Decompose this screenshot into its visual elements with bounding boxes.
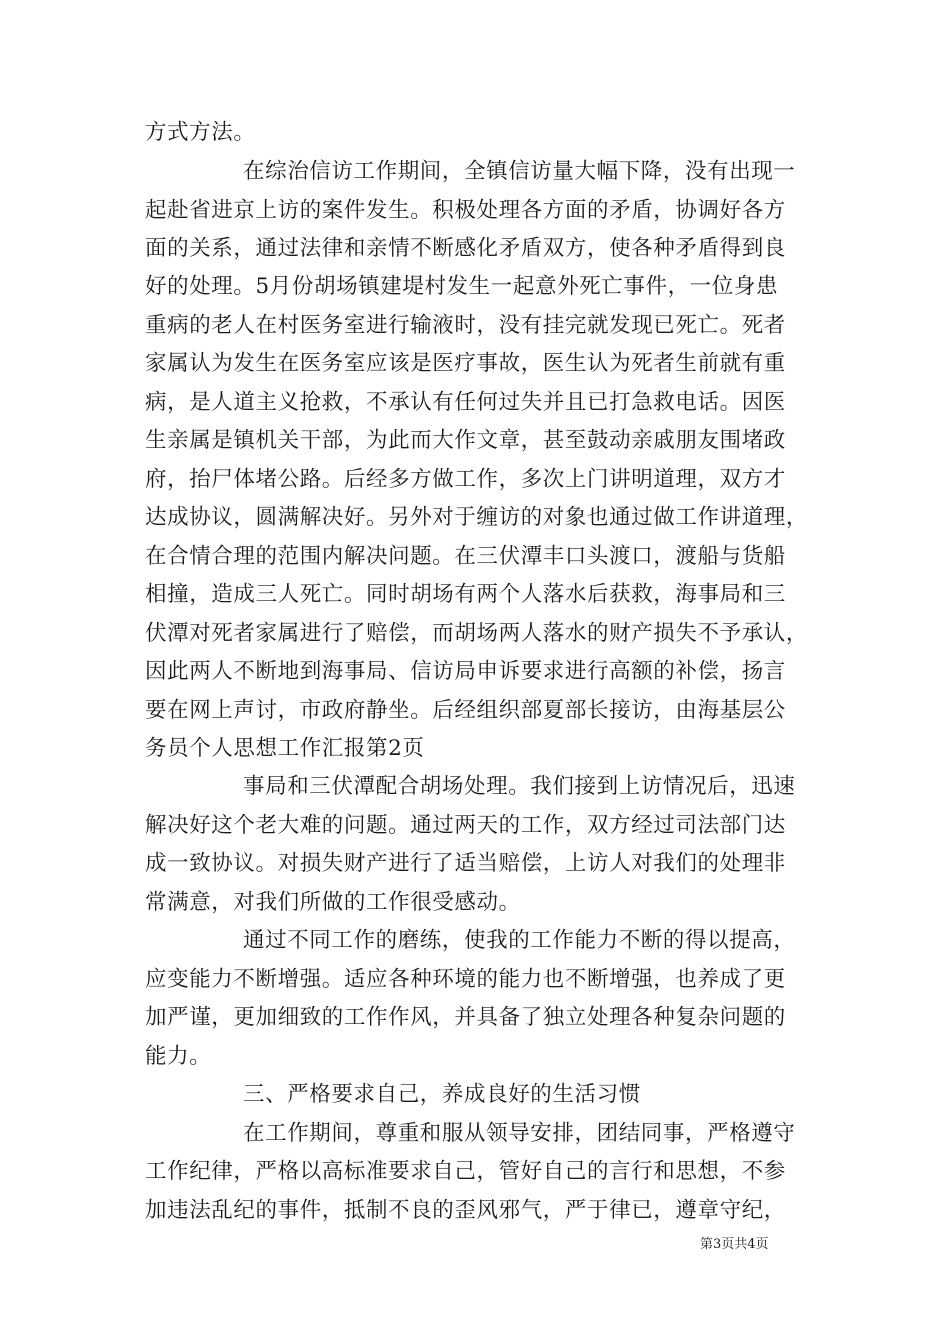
text-line: 能力。 <box>145 1044 212 1069</box>
text-line: 好的处理。5月份胡场镇建堤村发生一起意外死亡事件，一位身患 <box>145 274 779 299</box>
text-line: 成一致协议。对损失财产进行了适当赔偿，上访人对我们的处理非 <box>145 851 786 876</box>
text-line: 事局和三伏潭配合胡场处理。我们接到上访情况后，迅速 <box>243 774 796 799</box>
text-line: 应变能力不断增强。适应各种环境的能力也不断增强，也养成了更 <box>145 967 786 992</box>
text-line: 重病的老人在村医务室进行输液时，没有挂完就发现已死亡。死者 <box>145 313 786 338</box>
text-line: 在合情合理的范围内解决问题。在三伏潭丰口头渡口，渡船与货船 <box>145 544 786 569</box>
text-line: 起赴省进京上访的案件发生。积极处理各方面的矛盾，协调好各方 <box>145 198 786 223</box>
text-line: 加严谨，更加细致的工作作风，并具备了独立处理各种复杂问题的 <box>145 1005 786 1030</box>
text-line: 常满意，对我们所做的工作很受感动。 <box>145 890 521 915</box>
text-line: 通过不同工作的磨练，使我的工作能力不断的得以提高， <box>243 928 796 953</box>
text-line: 加违法乱纪的事件，抵制不良的歪风邪气，严于律已，遵章守纪， <box>145 1198 786 1223</box>
text-line: 要在网上声讨，市政府静坐。后经组织部夏部长接访，由海基层公 <box>145 698 786 723</box>
text-line: 在综治信访工作期间，全镇信访量大幅下降，没有出现一 <box>243 159 796 184</box>
text-line: 达成协议，圆满解决好。另外对于缠访的对象也通过做工作讲道理， <box>145 505 809 530</box>
text-line: 在工作期间，尊重和服从领导安排，团结同事，严格遵守 <box>243 1121 796 1146</box>
text-line: 相撞，造成三人死亡。同时胡场有两个人落水后获救，海事局和三 <box>145 582 786 607</box>
text-line: 伏潭对死者家属进行了赔偿，而胡场两人落水的财产损失不予承认， <box>145 621 809 646</box>
text-line: 家属认为发生在医务室应该是医疗事故，医生认为死者生前就有重 <box>145 351 786 376</box>
text-line: 因此两人不断地到海事局、信访局申诉要求进行高额的补偿，扬言 <box>145 659 786 684</box>
text-line: 府，抬尸体堵公路。后经多方做工作，多次上门讲明道理，双方才 <box>145 467 786 492</box>
page-number-footer: 第3页共4页 <box>700 1237 769 1252</box>
text-line: 生亲属是镇机关干部，为此而大作文章，甚至鼓动亲戚朋友围堵政 <box>145 428 786 453</box>
text-line: 解决好这个老大难的问题。通过两天的工作，双方经过司法部门达 <box>145 813 786 838</box>
section-heading: 三、严格要求自己，养成良好的生活习惯 <box>243 1082 641 1107</box>
text-line: 面的关系，通过法律和亲情不断感化矛盾双方，使各种矛盾得到良 <box>145 236 786 261</box>
text-line: 务员个人思想工作汇报第2页 <box>145 736 425 761</box>
text-line: 工作纪律，严格以高标准要求自己，管好自己的言行和思想，不参 <box>145 1159 786 1184</box>
text-line: 病，是人道主义抢救，不承认有任何过失并且已打急救电话。因医 <box>145 390 786 415</box>
text-line: 方式方法。 <box>145 120 256 145</box>
